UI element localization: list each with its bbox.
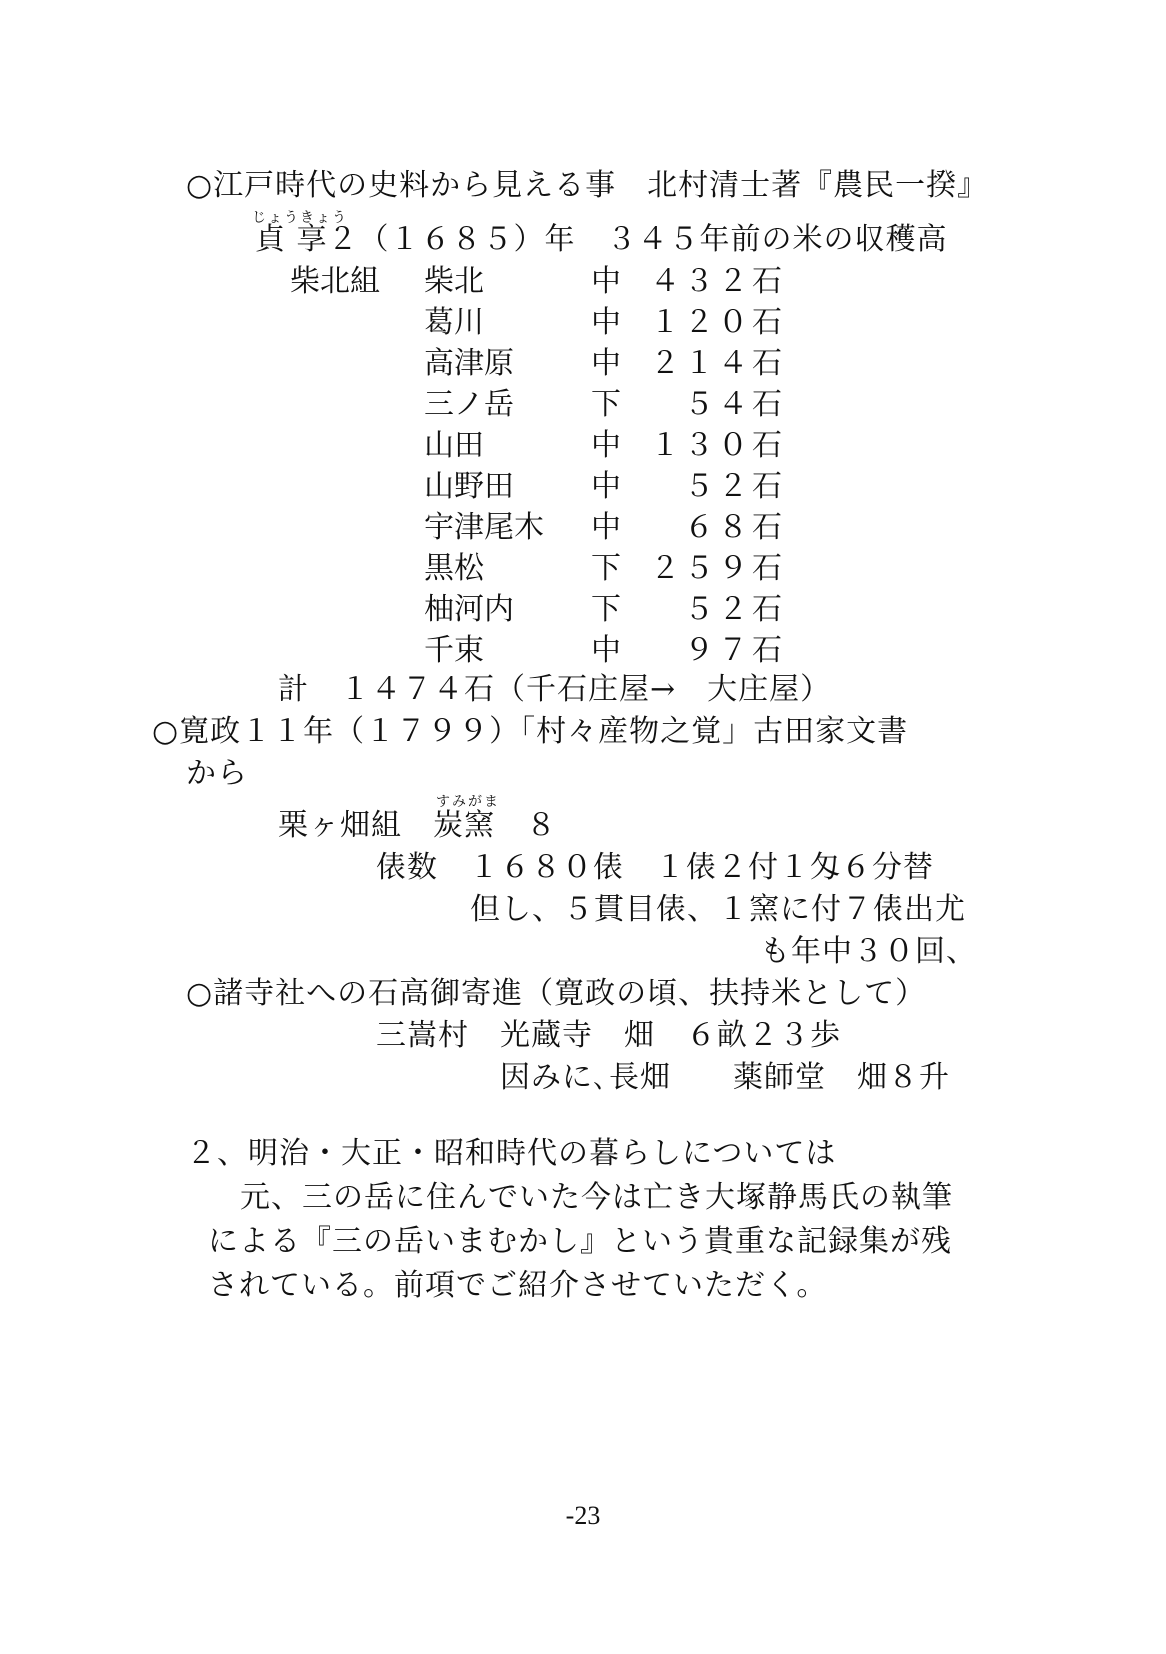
- table-row: [0, 469, 1166, 505]
- row-grade: 中: [591, 469, 621, 504]
- row-yield-amount: ２５９石: [650, 551, 786, 586]
- row-yield-amount: ４３２石: [650, 264, 786, 299]
- row-grade: 中: [591, 510, 621, 545]
- table-row: [0, 428, 1166, 464]
- row-yield-amount: ５２石: [684, 469, 786, 504]
- kansei-heading-continued: から: [186, 756, 248, 791]
- row-grade: 中: [591, 305, 621, 340]
- paragraph-line-1: 元、三の岳に住んでいた今は亡き大塚静馬氏の執筆: [240, 1180, 953, 1215]
- row-yield-amount: ２１４石: [650, 346, 786, 381]
- table-row: [0, 387, 1166, 423]
- row-yield-amount: １２０石: [650, 305, 786, 340]
- row-yield-amount: ９７石: [684, 633, 786, 668]
- row-village-name: 三ノ岳: [424, 387, 514, 422]
- row-yield-amount: ６８石: [684, 510, 786, 545]
- row-grade: 中: [591, 428, 621, 463]
- table-row: [0, 346, 1166, 382]
- row-yield-amount: ５２石: [684, 592, 786, 627]
- paragraph-line-2: による『三の岳いまむかし』という貴重な記録集が残: [208, 1224, 952, 1259]
- nenchu-line: も年中３０回、: [760, 934, 977, 969]
- row-village-name: 柚河内: [424, 592, 514, 627]
- row-group-label: 柴北組: [290, 264, 380, 299]
- row-village-name: 千束: [424, 633, 484, 668]
- row-grade: 下: [591, 551, 621, 586]
- row-village-name: 山田: [424, 428, 484, 463]
- chinami-line: 因みに､長畑 薬師堂 畑８升: [500, 1060, 950, 1095]
- table-row: [0, 510, 1166, 546]
- table-row: [0, 264, 1166, 300]
- row-village-name: 柴北: [424, 264, 484, 299]
- edo-heading: ○江戸時代の史料から見える事 北村清士著『農民一揆』: [186, 168, 989, 203]
- row-grade: 下: [591, 387, 621, 422]
- row-village-name: 宇津尾木: [424, 510, 544, 545]
- row-village-name: 黒松: [424, 551, 484, 586]
- row-village-name: 山野田: [424, 469, 514, 504]
- row-yield-amount: ５４石: [684, 387, 786, 422]
- tawara-line: 俵数 １６８０俵 １俵２付１匁６分替: [376, 850, 934, 885]
- paragraph-line-3: されている。前項でご紹介させていただく。: [208, 1268, 828, 1303]
- row-grade: 中: [591, 633, 621, 668]
- rice-total: 計 １４７４石（千石庄屋→ 大庄屋）: [278, 672, 832, 707]
- table-row: [0, 592, 1166, 628]
- tadashi-line: 但し、５貫目俵、１窯に付７俵出尤: [470, 892, 966, 927]
- page-number: -23: [565, 1501, 601, 1530]
- table-row: [0, 551, 1166, 587]
- row-grade: 中: [591, 346, 621, 381]
- jokyo-furigana: じょうきょう: [252, 210, 348, 226]
- row-village-name: 高津原: [424, 346, 514, 381]
- shoji-heading: ○諸寺社への石高御寄進（寛政の頃、扶持米として）: [186, 976, 927, 1011]
- row-grade: 中: [591, 264, 621, 299]
- table-row: [0, 305, 1166, 341]
- kurigahata-line: 栗ヶ畑組 炭窯 ８: [278, 808, 557, 843]
- jokyo-line: 貞 享２（１６８５）年 ３４５年前の米の収穫高: [255, 222, 948, 257]
- row-grade: 下: [591, 592, 621, 627]
- sumigama-furigana: すみがま: [436, 794, 500, 810]
- mitake-line: 三嵩村 光蔵寺 畑 ６畝２３歩: [376, 1018, 841, 1053]
- row-village-name: 葛川: [424, 305, 484, 340]
- meiji-heading: ２、明治・大正・昭和時代の暮らしについては: [186, 1136, 837, 1171]
- table-row: [0, 633, 1166, 669]
- kansei-heading: ○寛政１１年（１７９９）「村々産物之覚」古田家文書: [152, 714, 909, 749]
- row-yield-amount: １３０石: [650, 428, 786, 463]
